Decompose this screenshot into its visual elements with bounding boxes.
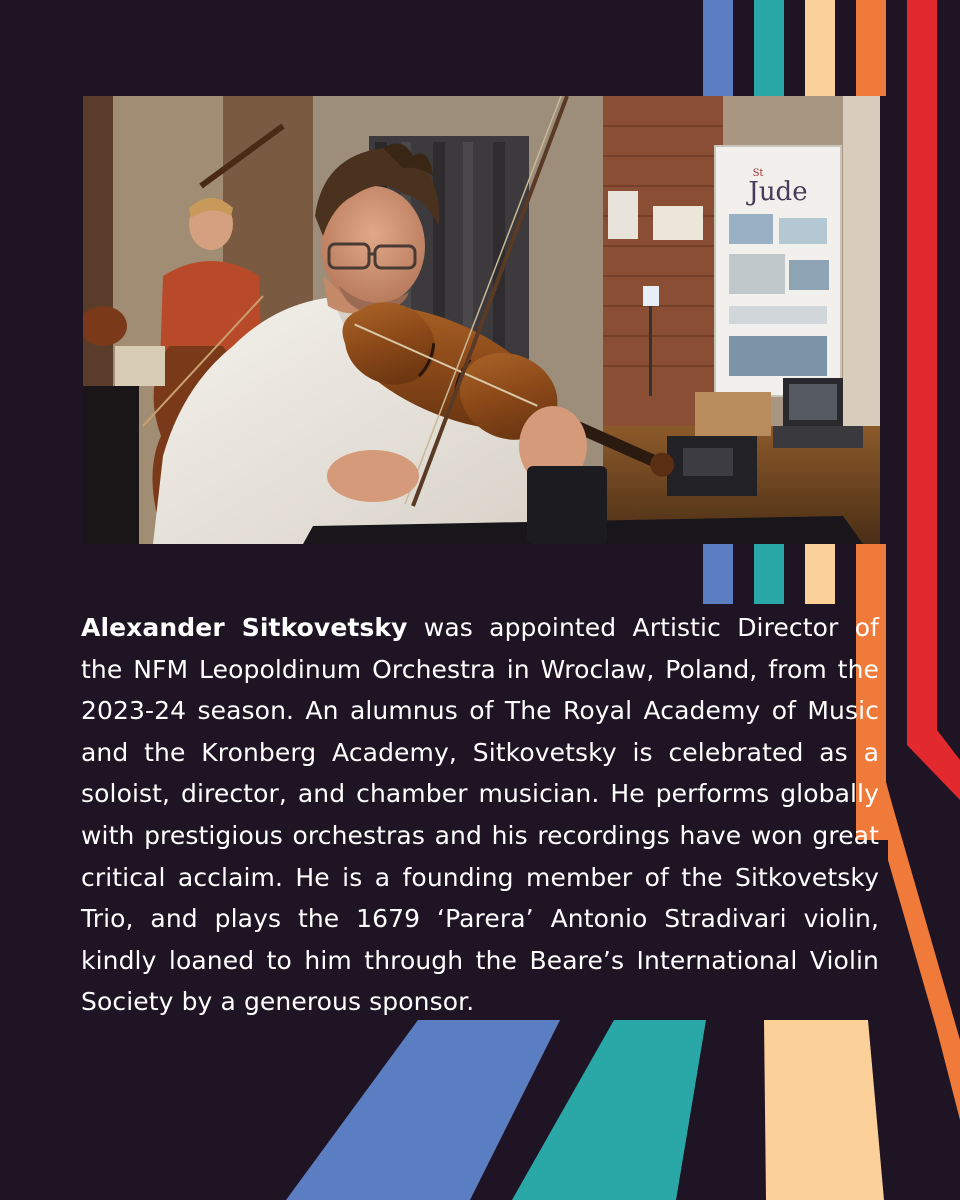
bio-paragraph: [81, 607, 879, 1023]
stripe-cream-bottom: [764, 1020, 884, 1200]
stripe-blue-mid: [703, 544, 733, 604]
stripe-cream-mid: [805, 544, 835, 604]
stripe-orange-diag: [888, 790, 960, 1110]
banner-title: Jude: [748, 177, 808, 207]
stripe-cream-top: [805, 0, 835, 96]
stripe-teal-top: [754, 0, 784, 96]
banner-prefix: St: [752, 168, 764, 179]
stripe-teal-mid: [754, 544, 784, 604]
stripe-blue-bottom: [286, 1020, 560, 1200]
stripe-blue-top: [703, 0, 733, 96]
stripe-red: [907, 0, 960, 800]
artist-name: Alexander Sitkovetsky: [81, 613, 408, 642]
stripe-orange-top: [856, 0, 886, 96]
bio-text: was appointed Artistic Director of the NFM Leopoldinum Orchestra in Wroclaw, Poland, from the 2023-24 season. An alumnus of The Royal Academy of Music and the Kronberg Academy, Sitkovetsky is celebrated as a soloist, director, and chamber musician. He performs globally with prestigious orchestras and his recordings have won great critical acclaim. He is a founding member of the Sitkovetsky Trio, and plays the 1679 ‘Parera’ Antonio Stradivari violin, kindly loaned to him through the Beare’s International Violin Society by a generous sponsor.: [81, 613, 879, 1017]
musician-photo: [83, 96, 880, 544]
